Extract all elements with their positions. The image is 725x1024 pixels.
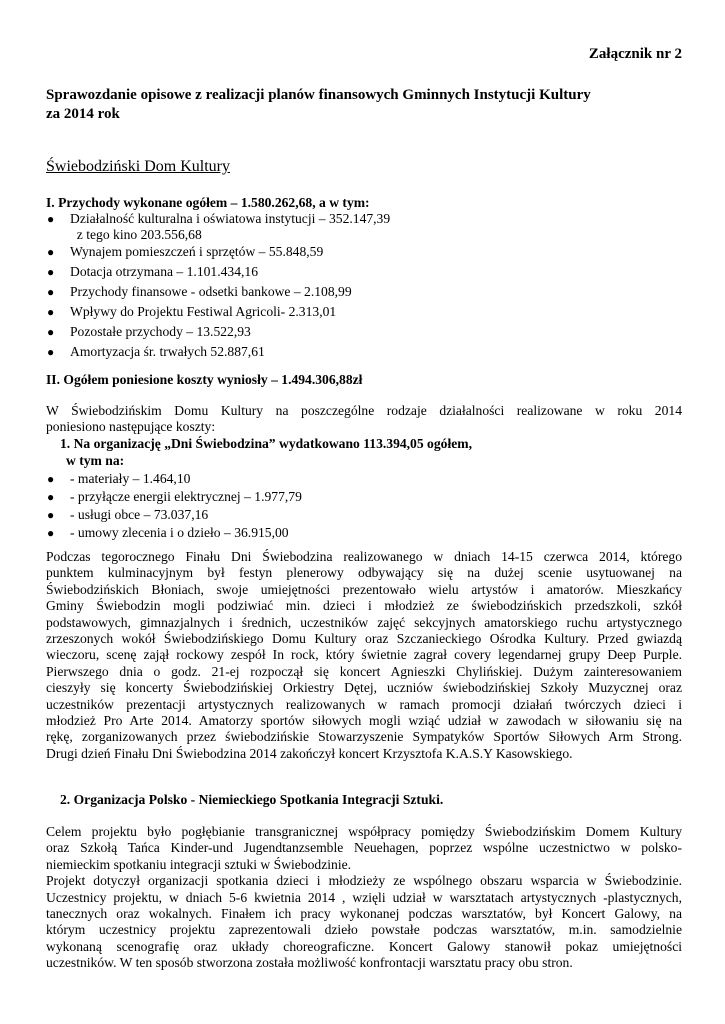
text-line: rękę, zorganizowanych przez świebodzińskie Stowarzyszenie Sympatyków Sportów Siłowych Arm Strong.	[46, 729, 682, 745]
project-goal-paragraph	[46, 824, 682, 972]
text-line: cieszyły się koncerty Świebodzińskiej Orkiestry Dętej, uczniów świebodzińskiej Szkoły Muzycznej oraz	[46, 680, 682, 696]
costs-intro	[46, 403, 682, 436]
title-line: Sprawozdanie opisowe z realizacji planów finansowych Gminnych Instytucji Kultury	[46, 87, 591, 103]
title-line: za 2014 rok	[46, 106, 120, 122]
costs-list	[46, 471, 682, 541]
text-line: Pierwszego dnia o godz. 21-ej rozpoczął się koncert Agnieszki Chylińskiej. Dużym zainteresowaniem	[46, 663, 682, 679]
text-line: Celem projektu było pogłębianie transgranicznej współpracy pomiędzy Świebodzińskim Domem Kultury	[46, 824, 682, 839]
list-item: ● - materiały – 1.464,10	[47, 471, 191, 486]
income-list-rest	[46, 244, 682, 360]
list-item: ● - usługi obce – 73.037,16	[47, 507, 209, 522]
institution-heading: Świebodziński Dom Kultury	[46, 158, 230, 175]
bullet-icon: ●	[47, 345, 55, 359]
list-item: ● Dotacja otrzymana – 1.101.434,16	[47, 264, 258, 279]
bullet-icon: ●	[47, 245, 55, 259]
list-item: ● - umowy zlecenia i o dzieło – 36.915,00	[47, 525, 289, 540]
text-line: Podczas tegorocznego Finału Dni Świebodzina realizowanego w dniach 14-15 czerwca 2014, którego	[46, 549, 682, 564]
document-title	[46, 86, 682, 124]
bullet-icon: ●	[47, 508, 55, 522]
list-item: ● Przychody finansowe - odsetki bankowe – 2.108,99	[47, 284, 352, 299]
text-line: oraz Szkołą Tańca Kinder-und Jugendtanzsemble Neuehagen, poprzez wspólne uczestnictwo w polsko-	[46, 840, 682, 856]
text-line: Gminy Świebodzin mogli podziwiać min. dzieci i młodzież ze świebodzińskich przedszkoli, szkół	[46, 598, 682, 614]
bullet-icon: ●	[47, 526, 55, 540]
text-line: uczestników prezentacji artystycznych realizowanych w ramach promocji działań twórczych dzieci i	[46, 696, 682, 712]
list-item: ● Pozostałe przychody – 13.522,93	[47, 324, 251, 339]
bullet-icon: ●	[47, 472, 55, 486]
text-line: W Świebodzińskim Domu Kultury na poszczególne rodzaje działalności realizowane w roku 2014	[46, 403, 682, 418]
text-line: uczestników. W ten sposób stworzona została możliwość konfrontacji warsztatu pracy obu stron.	[46, 955, 573, 971]
text-line: Świebodzińskich Błoniach, swoje umiejętności prezentowało wielu artystów i amatorów. Mieszkańcy	[46, 581, 682, 597]
text-line: wykonaną scenografię oraz układy choreograficzne. Koncert Galowy stanowił pokaz umiejętności	[46, 938, 682, 954]
text-line: punktem kulminacyjnym był festyn plenerowy odbywający się na dużej scenie usytuowanej na	[46, 565, 682, 581]
text-line: wieczoru, scenę zajął rockowy zespół In rock, który świetnie zagrał covery legendarnej grupy Deep Purple.	[46, 647, 682, 663]
bullet-icon: ●	[47, 265, 55, 279]
list-item: ● Wpływy do Projektu Festiwal Agricoli- 2.313,01	[47, 304, 337, 319]
bullet-icon: ●	[47, 325, 55, 339]
list-item: ● Działalność kulturalna i oświatowa instytucji – 352.147,39	[47, 211, 391, 226]
text-line: zrzeszonych wokół Świebodzińskiego Domu Kultury oraz Szczanieckiego Ośrodka Kultury. Przed gwiazdą	[46, 631, 682, 647]
bullet-icon: ●	[47, 490, 55, 504]
dni-swiebodzina-paragraph	[46, 549, 682, 762]
bullet-icon: ●	[47, 305, 55, 319]
list-item: ● Wynajem pomieszczeń i sprzętów – 55.848,59	[47, 244, 324, 259]
bullet-icon: ●	[47, 285, 55, 299]
text-line: poniesiono następujące koszty:	[46, 419, 216, 435]
point1-heading: 1. Na organizację „Dni Świebodzina” wydatkowano 113.394,05 ogółem,	[60, 436, 472, 451]
text-line: podstawowych, gimnazjalnych i średnich, uczestników zajęć sekcyjnych amatorskiego ruchu artystycznego	[46, 614, 682, 630]
income-list	[46, 211, 682, 227]
list-item: ● Amortyzacja śr. trwałych 52.887,61	[47, 344, 265, 359]
annex-label: Załącznik nr 2	[588, 46, 682, 62]
text-line: niemieckim spotkaniu integracji sztuki w Świebodzinie.	[46, 856, 352, 872]
section2-heading: II. Ogółem poniesione koszty wyniosły – 1.494.306,88zł	[46, 372, 363, 387]
point1-subheading: w tym na:	[66, 453, 125, 468]
text-line: którym uczestnicy projektu zaprezentowali dzieło powstałe podczas warsztatów, m.in. samodzielnie	[46, 922, 682, 938]
text-line: młodzież Pro Arte 2014. Amatorzy sportów siłowych mogli wziąć udział w zawodach w siłowaniu się na	[46, 713, 682, 729]
section1-heading: I. Przychody wykonane ogółem – 1.580.262,68, a w tym:	[46, 195, 370, 210]
text-line: Uczestnicy projektu, w dniach 5-6 kwietnia 2014 , wzięli udział w warsztatach artystycznych -plastycznych,	[46, 889, 682, 905]
text-line: Projekt dotyczył organizacji spotkania dzieci i młodzieży ze wspólnego obszaru wsparcia w Świebodzinie.	[46, 873, 682, 889]
list-item: ● - przyłącze energii elektrycznej – 1.977,79	[47, 489, 302, 504]
text-line: Drugi dzień Finału Dni Świebodzina 2014 zakończył koncert Krzysztofa K.A.S.Y Kasowskiego.	[46, 745, 573, 761]
point2-heading: 2. Organizacja Polsko - Niemieckiego Spotkania Integracji Sztuki.	[60, 792, 444, 807]
text-line: tanecznych oraz wokalnych. Finałem ich pracy wykonanej podczas warsztatów, był Koncert Galowy, na	[46, 906, 682, 922]
list-subitem: z tego kino 203.556,68	[76, 227, 202, 242]
bullet-icon: ●	[47, 212, 55, 226]
